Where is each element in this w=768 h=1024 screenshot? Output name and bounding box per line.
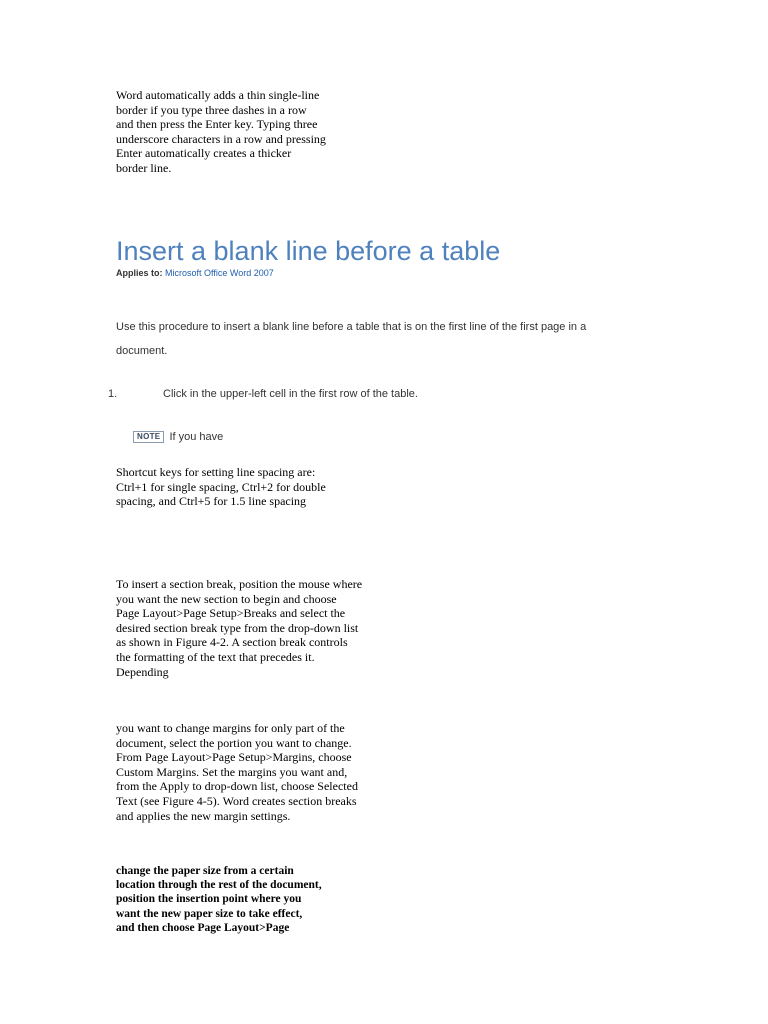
paragraph-line: Custom Margins. Set the margins you want and, xyxy=(116,764,348,779)
paragraph-line: Ctrl+1 for single spacing, Ctrl+2 for double xyxy=(116,479,326,494)
step-text: Click in the upper-left cell in the first row of the table. xyxy=(163,388,418,400)
paragraph-line: Enter automatically creates a thicker xyxy=(116,146,292,161)
step-number: 1. xyxy=(108,388,118,400)
paragraph-line: Depending xyxy=(116,664,169,679)
paragraph-line: change the paper size from a certain xyxy=(116,865,294,877)
paragraph-line: desired section break type from the drop-down list xyxy=(116,620,359,635)
paragraph-line: you want to change margins for only part of the xyxy=(116,721,345,735)
applies-to-product-link[interactable]: Microsoft Office Word 2007 xyxy=(165,268,274,278)
paragraph-line: position the insertion point where you xyxy=(116,893,302,906)
paragraph-line: you want the new section to begin and choose xyxy=(116,591,337,606)
paragraph-line: Text (see Figure 4-5). Word creates section breaks xyxy=(116,793,357,808)
applies-to-line xyxy=(116,267,274,279)
paragraph-line: location through the rest of the document, xyxy=(116,879,322,892)
article-title: Insert a blank line before a table xyxy=(116,236,501,266)
note-text: If you have xyxy=(169,431,224,443)
procedure-intro: Use this procedure to insert a blank line before a table that is on the first line of the first page in a document. xyxy=(116,321,587,357)
paragraph-line: and applies the new margin settings. xyxy=(116,808,291,823)
paragraph-line: and then choose Page Layout>Page xyxy=(116,921,290,934)
paragraph-line: from the Apply to drop-down list, choose Selected xyxy=(116,779,358,794)
paragraph-line: Page Layout>Page Setup>Breaks and select the xyxy=(116,606,346,621)
paragraph-line: document, select the portion you want to change. xyxy=(116,735,352,750)
paragraph-line: as shown in Figure 4-2. A section break controls xyxy=(116,635,348,650)
note-callout xyxy=(133,429,223,445)
paragraph-line: underscore characters in a row and pressing xyxy=(116,131,326,146)
paragraph-line: the formatting of the text that precedes it. xyxy=(116,649,315,664)
section-break-paragraph xyxy=(116,577,362,679)
paragraph-line: To insert a section break, position the mouse where xyxy=(116,577,363,591)
margins-paragraph xyxy=(116,721,358,823)
border-tip-paragraph xyxy=(116,88,326,176)
paragraph-line: and then press the Enter key. Typing three xyxy=(116,117,318,132)
applies-to-label: Applies to: xyxy=(116,268,163,278)
paragraph-line: spacing, and Ctrl+5 for 1.5 line spacing xyxy=(116,494,307,509)
paragraph-line: Shortcut keys for setting line spacing are: xyxy=(116,465,316,479)
shortcut-keys-paragraph xyxy=(116,465,326,509)
procedure-step xyxy=(108,386,418,402)
paragraph-line: border if you type three dashes in a row xyxy=(116,102,307,117)
paragraph-line: border line. xyxy=(116,160,172,175)
paper-size-paragraph xyxy=(116,864,322,935)
paragraph-line: want the new paper size to take effect, xyxy=(116,907,303,920)
note-badge: NOTE xyxy=(133,431,164,443)
paragraph-line: Word automatically adds a thin single-line xyxy=(116,88,320,102)
paragraph-line: From Page Layout>Page Setup>Margins, choose xyxy=(116,750,352,765)
